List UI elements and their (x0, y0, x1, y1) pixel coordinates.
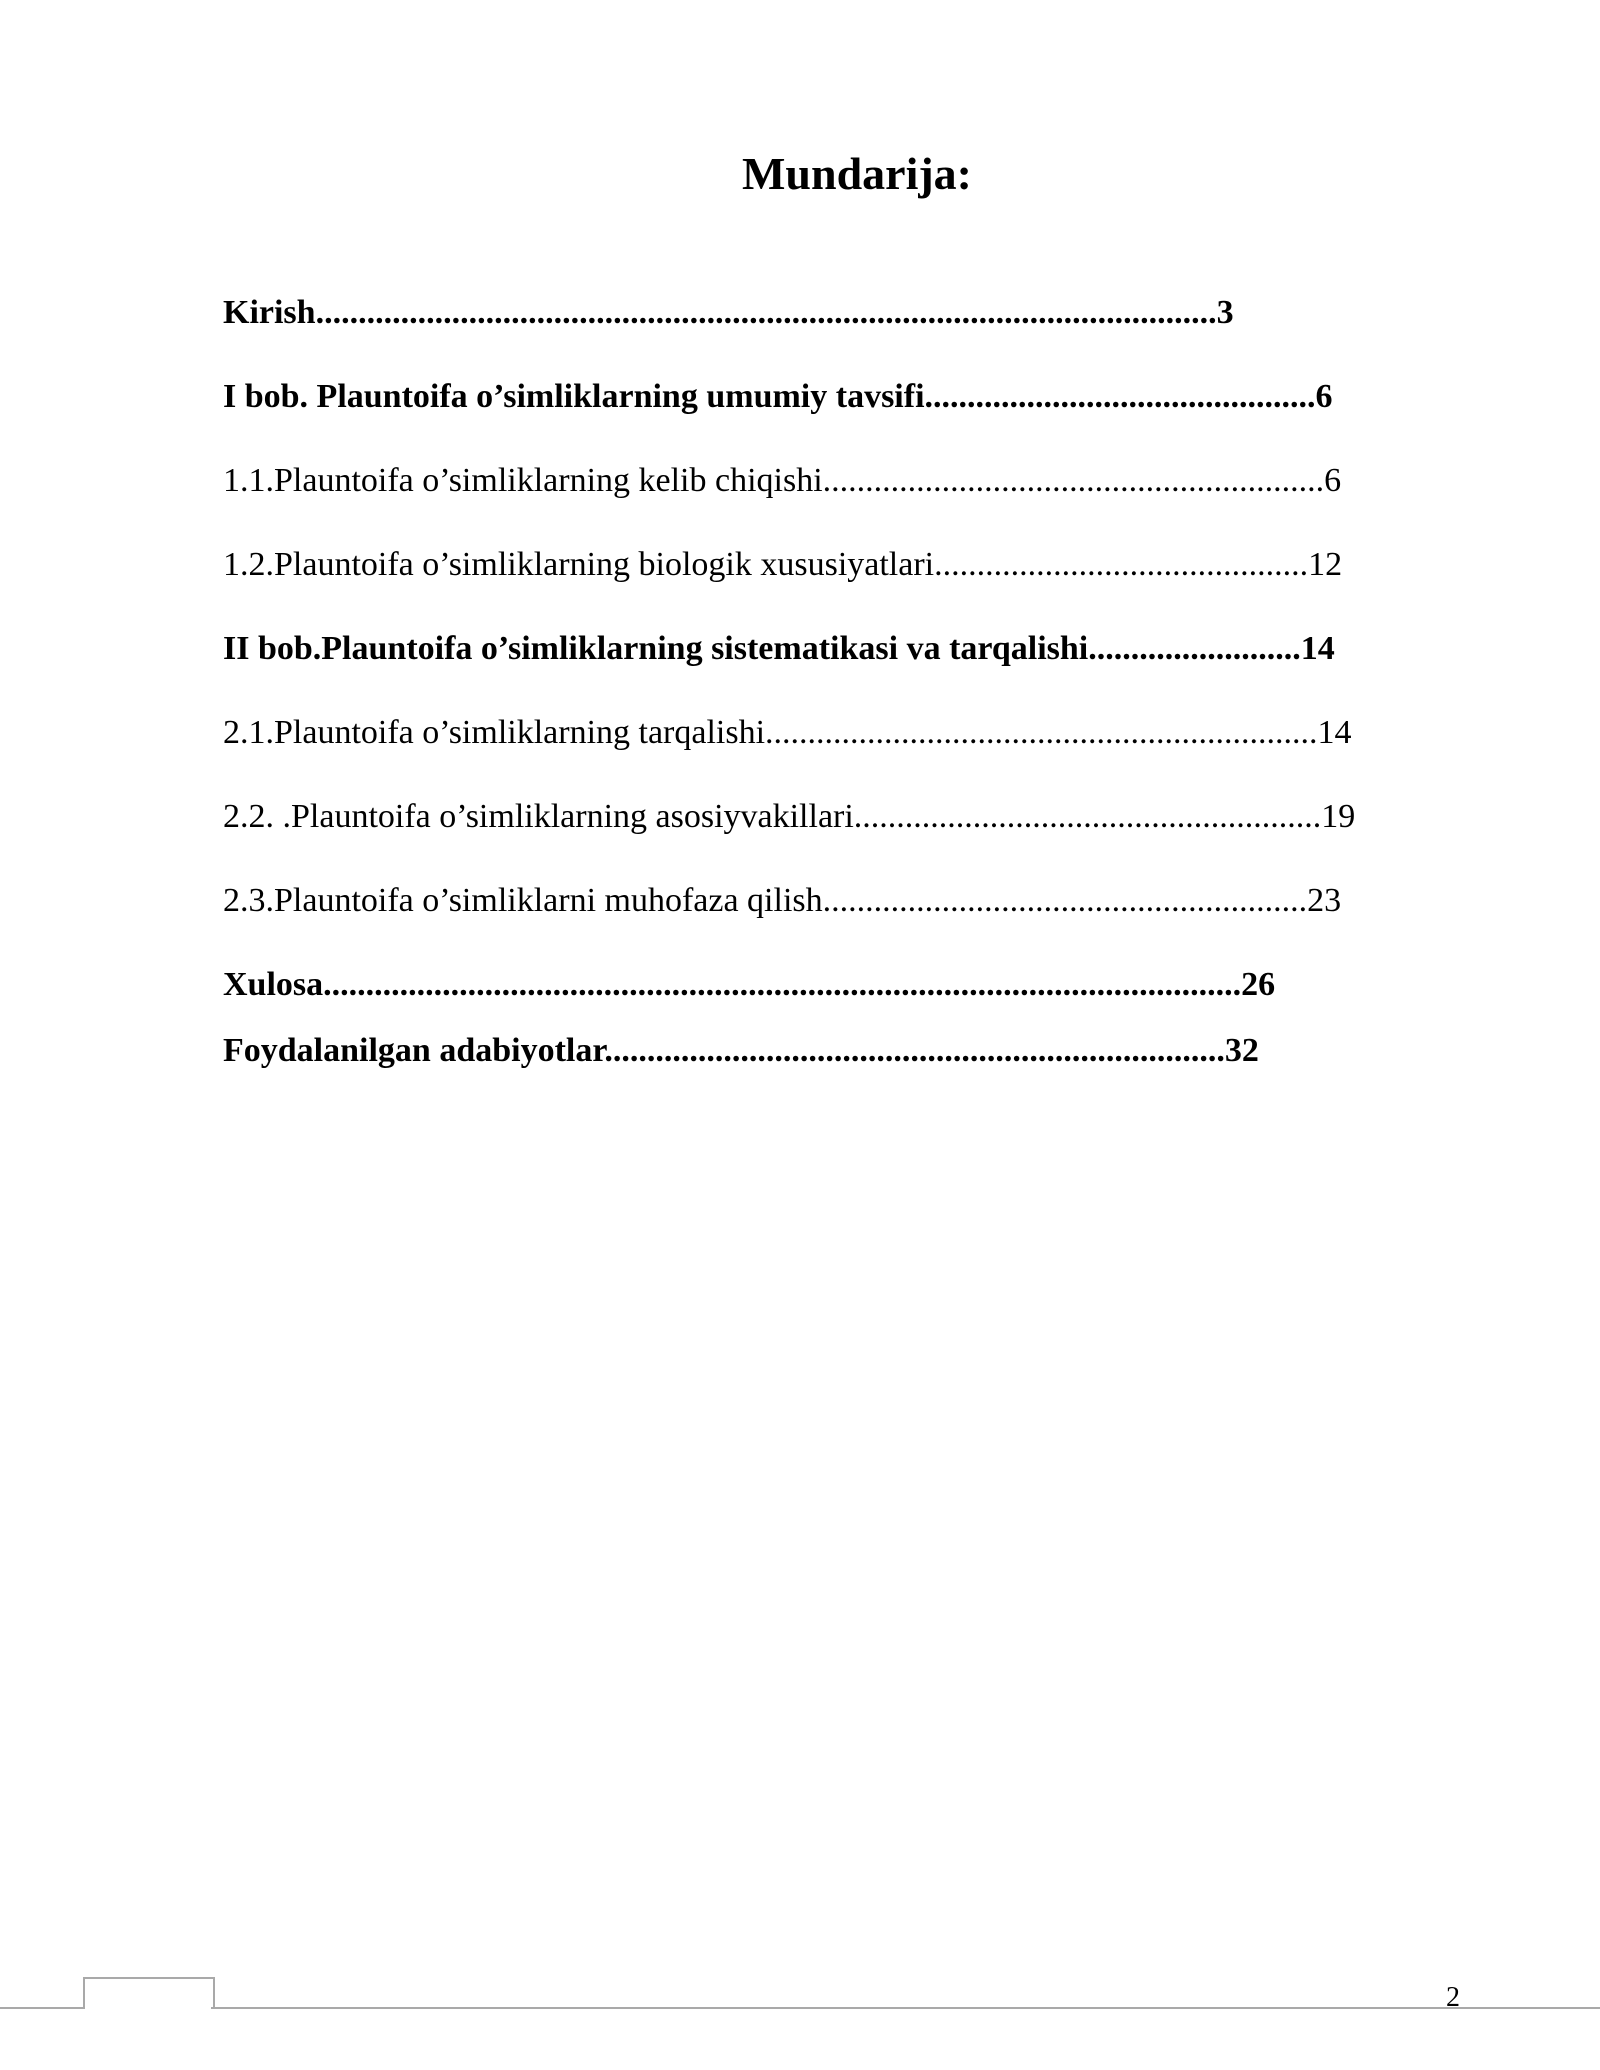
toc-entry-section-2-1[interactable]: 2.1.Plauntoifa o’simliklarning tarqalishi.................................................................14 (223, 714, 1352, 751)
toc-entry-section-2-2[interactable]: 2.2. .Plauntoifa o’simliklarning asosiyvakillari.......................................................19 (223, 798, 1356, 835)
toc-entry-introduction[interactable]: Kirish..........................................................................................................3 (223, 294, 1234, 331)
toc-entry-chapter-1[interactable]: I bob. Plauntoifa o’simliklarning umumiy tavsifi..............................................6 (223, 378, 1333, 415)
toc-entry-section-1-1[interactable]: 1.1.Plauntoifa o’simliklarning kelib chiqishi...........................................................6 (223, 462, 1342, 499)
toc-entry-references[interactable]: Foydalanilgan adabiyotlar.........................................................................32 (223, 1032, 1259, 1069)
footer-divider-right (211, 2007, 1600, 2009)
toc-entry-conclusion[interactable]: Xulosa............................................................................................................26 (223, 966, 1276, 1003)
toc-entry-section-2-3[interactable]: 2.3.Plauntoifa o’simliklarni muhofaza qilish.........................................................23 (223, 882, 1342, 919)
page-number: 2 (1446, 1982, 1460, 2013)
footer-divider-left (0, 2007, 85, 2009)
toc-entry-chapter-2[interactable]: II bob.Plauntoifa o’simliklarning sistematikasi va tarqalishi.........................14 (223, 630, 1335, 667)
footer-tab (83, 1977, 215, 2009)
page-title: Mundarija: (742, 148, 972, 199)
toc-entry-section-1-2[interactable]: 1.2.Plauntoifa o’simliklarning biologik xususiyatlari............................................12 (223, 546, 1343, 583)
